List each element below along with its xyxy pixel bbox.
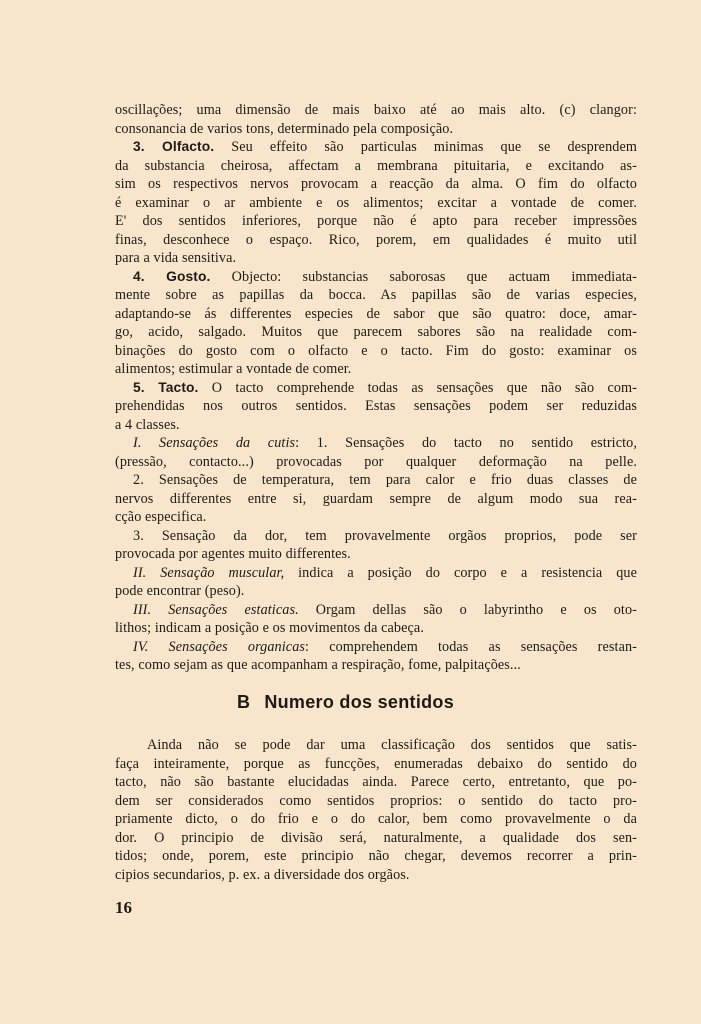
text-line: E' dos sentidos inferiores, porque não é apto para receber impressões	[115, 213, 637, 229]
text-line: alimentos; estimular a vontade de comer.	[115, 361, 352, 377]
paragraph-heading: 4. Gosto.	[133, 268, 211, 284]
text-line: consonancia de varios tons, determinado pela composição.	[115, 120, 454, 137]
text-line	[115, 564, 637, 583]
text-line: dor. O principio de divisão será, naturalmente, a qualidade dos sen-	[115, 829, 637, 846]
text-line: da substancia cheirosa, affectam a membrana pituitaria, e excitando as-	[115, 157, 637, 174]
paragraph-text: Objecto: substancias saborosas que actuam immediata-	[210, 268, 637, 285]
paragraph-heading: 5. Tacto.	[133, 379, 199, 395]
text-line	[115, 601, 637, 620]
page-text-block	[115, 101, 637, 675]
paragraph-text: : comprehendem todas as sensações restan-	[305, 638, 637, 655]
text-line: 2. Sensações de temperatura, tem para calor e frio duas classes de	[133, 472, 637, 488]
text-line: cção especifica.	[115, 509, 207, 525]
text-line: priamente dicto, o do frio e o do calor, bem como provavelmente o da	[115, 811, 637, 827]
text-line: 3. Sensação da dor, tem provavelmente orgãos proprios, pode ser	[133, 527, 637, 544]
subsection-heading: IV. Sensações organicas	[133, 638, 306, 655]
section-letter: B	[237, 692, 251, 712]
text-line: dem ser considerados como sentidos proprios: o sentido do tacto pro-	[115, 792, 637, 809]
text-line: mente sobre as papillas da bocca. As papillas são de varias especies,	[115, 287, 637, 303]
text-line: tidos; onde, porem, este principio não chegar, devemos recorrer a prin-	[115, 848, 637, 864]
text-line: (pressão, contacto...) provocadas por qualquer deformação na pelle.	[115, 453, 637, 470]
text-line: lithos; indicam a posição e os movimentos da cabeça.	[115, 620, 424, 636]
paragraph-text: Orgam dellas são o labyrintho e os oto-	[298, 601, 637, 618]
page-number: 16	[115, 898, 132, 917]
paragraph-text: Seu effeito são particulas minimas que se desprendem	[214, 139, 637, 155]
text-line: tes, como sejam as que acompanham a respiração, fome, palpitações...	[115, 657, 521, 673]
section-title: Numero dos sentidos	[264, 692, 455, 712]
text-line	[115, 379, 637, 398]
paragraph-heading: 3. Olfacto.	[133, 139, 215, 154]
text-line: pode encontrar (peso).	[115, 583, 245, 599]
text-line: Ainda não se pode dar uma classificação dos sentidos que satis-	[147, 737, 637, 753]
text-line: faça inteiramente, porque as funcções, enumeradas debaixo do sentido do	[115, 755, 637, 772]
text-line	[115, 268, 637, 287]
section-heading	[237, 692, 454, 713]
text-line: nervos differentes entre si, guardam sempre de algum modo sua rea-	[115, 490, 637, 507]
text-line	[115, 434, 637, 453]
text-line: a 4 classes.	[115, 416, 180, 433]
text-line: oscillações; uma dimensão de mais baixo até ao mais alto. (c) clangor:	[115, 102, 637, 118]
subsection-heading: I. Sensações da cutis	[133, 435, 296, 451]
text-line: cipios secundarios, p. ex. a diversidade dos orgãos.	[115, 866, 410, 883]
section-body	[115, 736, 637, 884]
text-line: tacto, não são bastante elucidadas ainda. Parece certo, entretanto, que po-	[115, 774, 637, 790]
text-line: provocada por agentes muito differentes.	[115, 546, 351, 562]
text-line: finas, desconhece o espaço. Rico, porem, em qualidades é muito util	[115, 231, 637, 248]
paragraph-text: : 1. Sensações do tacto no sentido estricto,	[295, 435, 637, 451]
text-line: prehendidas nos outros sentidos. Estas sensações podem ser reduzidas	[115, 398, 637, 414]
subsection-heading: III. Sensações estaticas.	[133, 601, 299, 618]
text-line: sim os respectivos nervos provocam a reacção da alma. O fim do olfacto	[115, 176, 637, 192]
text-line: para a vida sensitiva.	[115, 250, 237, 266]
text-line: é examinar o ar ambiente e os alimentos; excitar a vontade de comer.	[115, 194, 637, 211]
text-line	[115, 138, 637, 157]
subsection-heading: II. Sensação muscular,	[133, 564, 285, 581]
text-line: adaptando-se ás differentes especies de sabor que são quatro: doce, amar-	[115, 305, 637, 322]
text-line: binações do gosto com o olfacto e o tacto. Fim do gosto: examinar os	[115, 342, 637, 359]
text-line: go, acido, salgado. Muitos que parecem sabores são na realidade com-	[115, 324, 637, 340]
paragraph-text: indica a posição do corpo e a resistencia que	[284, 564, 638, 581]
text-line	[115, 638, 637, 657]
paragraph-text: O tacto comprehende todas as sensações que não são com-	[198, 379, 637, 396]
